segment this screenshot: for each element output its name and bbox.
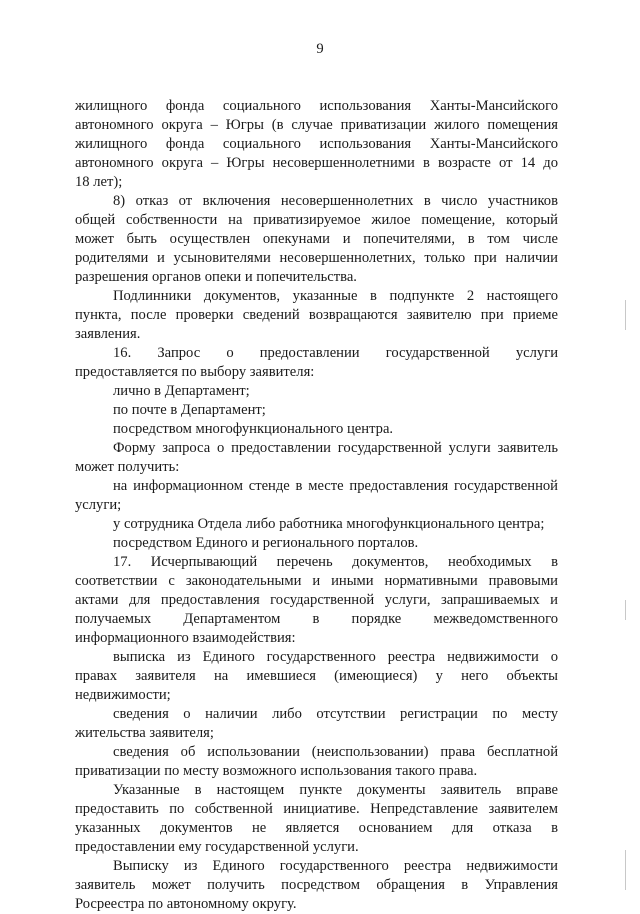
- text-line: получаемых Департаментом в порядке межведомственного: [75, 611, 558, 627]
- text-line: Росреестра по автономному округу.: [75, 896, 297, 912]
- scan-edge-mark: [625, 600, 626, 620]
- text-line: выписка из Единого государственного реестра недвижимости о: [113, 649, 558, 665]
- text-line: предоставить по собственной инициативе. Непредставление заявителем: [75, 801, 558, 817]
- text-line: соответствии с законодательными и иными нормативными правовыми: [75, 573, 558, 589]
- scan-edge-mark: [625, 300, 626, 330]
- text-line: жилищного фонда социального использования Ханты-Мансийского: [75, 98, 558, 114]
- text-line: посредством Единого и регионального порталов.: [113, 535, 419, 551]
- text-line: сведения об использовании (неиспользовании) права бесплатной: [113, 744, 558, 760]
- text-line: родителями и усыновителями несовершеннолетних, только при наличии: [75, 250, 558, 266]
- text-line: приватизации по месту возможного использования такого права.: [75, 763, 478, 779]
- text-line: может получить:: [75, 459, 180, 475]
- text-line: заявитель может получить посредством обращения в Управления: [75, 877, 558, 893]
- text-line: лично в Департамент;: [113, 383, 250, 399]
- text-line: актами для предоставления государственной услуги, запрашиваемых и: [75, 592, 558, 608]
- text-line: предоставляется по выбору заявителя:: [75, 364, 315, 380]
- text-line: 16. Запрос о предоставлении государственной услуги: [113, 345, 558, 361]
- text-line: предоставлении ему государственной услуги.: [75, 839, 359, 855]
- text-line: недвижимости;: [75, 687, 171, 703]
- text-line: посредством многофункционального центра.: [113, 421, 394, 437]
- text-line: общей собственности на приватизируемое жилое помещение, который: [75, 212, 558, 228]
- text-line: правах заявителя на имевшиеся (имеющиеся) у него объекты: [75, 668, 558, 684]
- text-line: пункта, после проверки сведений возвращаются заявителю при приеме: [75, 307, 558, 323]
- text-line: информационного взаимодействия:: [75, 630, 296, 646]
- text-line: жительства заявителя;: [75, 725, 214, 741]
- text-line: автономного округа – Югры несовершеннолетними в возрасте от 14 до: [75, 155, 558, 171]
- text-line: на информационном стенде в месте предоставления государственной: [113, 478, 558, 494]
- text-line: Подлинники документов, указанные в подпункте 2 настоящего: [113, 288, 558, 304]
- scan-edge-mark: [625, 850, 626, 890]
- text-line: разрешения органов опеки и попечительства.: [75, 269, 357, 285]
- text-line: заявления.: [75, 326, 141, 342]
- text-line: услуги;: [75, 497, 122, 513]
- text-line: Форму запроса о предоставлении государственной услуги заявитель: [113, 440, 558, 456]
- text-line: автономного округа – Югры (в случае приватизации жилого помещения: [75, 117, 558, 133]
- text-line: сведения о наличии либо отсутствии регистрации по месту: [113, 706, 558, 722]
- text-line: жилищного фонда социального использования Ханты-Мансийского: [75, 136, 558, 152]
- body-text: [75, 97, 558, 914]
- text-line: у сотрудника Отдела либо работника многофункционального центра;: [113, 516, 545, 532]
- page-number: 9: [316, 41, 324, 57]
- text-line: по почте в Департамент;: [113, 402, 266, 418]
- text-line: Выписку из Единого государственного реестра недвижимости: [113, 858, 558, 874]
- text-line: 17. Исчерпывающий перечень документов, необходимых в: [113, 554, 558, 570]
- text-line: 18 лет);: [75, 174, 123, 190]
- text-line: 8) отказ от включения несовершеннолетних в число участников: [113, 193, 558, 209]
- text-line: Указанные в настоящем пункте документы заявитель вправе: [113, 782, 558, 798]
- text-line: указанных документов не является основанием для отказа в: [75, 820, 558, 836]
- text-line: может быть осуществлен опекунами и попечителями, в том числе: [75, 231, 558, 247]
